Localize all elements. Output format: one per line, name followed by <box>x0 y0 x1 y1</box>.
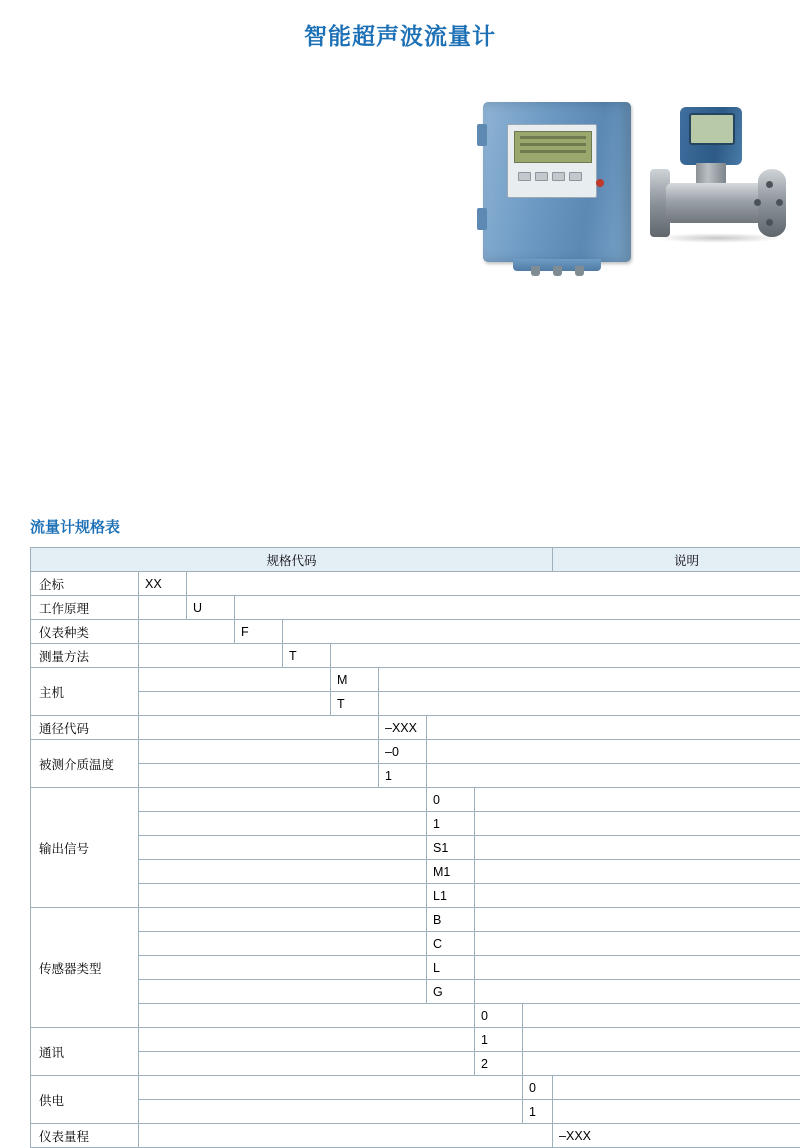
table-row <box>31 836 800 860</box>
spacer-cell <box>139 1052 475 1076</box>
code-cell: 1 <box>379 764 427 788</box>
spacer-cell <box>139 932 427 956</box>
table-row <box>31 812 800 836</box>
code-cell: 0 <box>475 1004 523 1028</box>
row-label-cell: 测量方法 <box>31 644 139 668</box>
table-row <box>31 860 800 884</box>
spacer-cell <box>139 884 427 908</box>
spacer-cell <box>475 884 800 908</box>
sensor-neck <box>696 163 726 185</box>
cable-gland-icon <box>531 266 540 276</box>
code-cell: L1 <box>427 884 475 908</box>
spacer-cell <box>475 860 800 884</box>
sensor-tube <box>666 183 766 223</box>
transmitter-panel <box>507 124 597 198</box>
header-desc-cell: 说明 <box>553 548 800 572</box>
cable-gland-icon <box>575 266 584 276</box>
page-title: 智能超声波流量计 <box>0 0 800 51</box>
row-label-cell: 供电 <box>31 1076 139 1124</box>
spacer-cell <box>523 1028 800 1052</box>
spacer-cell <box>139 788 427 812</box>
table-row <box>31 572 800 596</box>
spacer-cell <box>139 1124 553 1148</box>
transmitter-image <box>475 96 640 271</box>
bolt-icon <box>754 199 761 206</box>
table-row <box>31 884 800 908</box>
spacer-cell <box>379 692 800 716</box>
section-title: 流量计规格表 <box>30 516 800 537</box>
code-cell: T <box>283 644 331 668</box>
spec-table-body <box>31 548 800 1148</box>
spacer-cell <box>475 932 800 956</box>
spacer-cell <box>331 644 800 668</box>
sensor-image <box>648 107 788 267</box>
table-row <box>31 1076 800 1100</box>
code-cell: 2 <box>475 1052 523 1076</box>
code-cell: 1 <box>427 812 475 836</box>
spacer-cell <box>235 596 800 620</box>
row-label-cell: 企标 <box>31 572 139 596</box>
code-cell: G <box>427 980 475 1004</box>
hinge-bottom-icon <box>477 208 487 230</box>
hinge-top-icon <box>477 124 487 146</box>
bolt-icon <box>776 199 783 206</box>
code-cell: 1 <box>475 1028 523 1052</box>
code-cell: 0 <box>427 788 475 812</box>
spacer-cell <box>427 764 800 788</box>
spacer-cell <box>139 692 331 716</box>
code-cell: C <box>427 932 475 956</box>
code-cell: 0 <box>523 1076 553 1100</box>
code-cell: –0 <box>379 740 427 764</box>
table-row <box>31 1004 800 1028</box>
keypad <box>516 169 588 189</box>
spacer-cell <box>139 596 187 620</box>
spacer-cell <box>475 812 800 836</box>
spacer-cell <box>139 836 427 860</box>
table-row <box>31 596 800 620</box>
spacer-cell <box>139 980 427 1004</box>
spec-table <box>30 547 800 1148</box>
spacer-cell <box>187 572 800 596</box>
spec-table-wrap <box>30 547 770 1148</box>
spacer-cell <box>139 812 427 836</box>
code-cell: M <box>331 668 379 692</box>
spacer-cell <box>523 1052 800 1076</box>
row-label-cell: 主机 <box>31 668 139 716</box>
spacer-cell <box>475 956 800 980</box>
row-label-cell: 仪表量程 <box>31 1124 139 1148</box>
table-row <box>31 740 800 764</box>
spacer-cell <box>553 1100 800 1124</box>
spacer-cell <box>427 740 800 764</box>
spacer-cell <box>139 1028 475 1052</box>
table-row <box>31 716 800 740</box>
sensor-display <box>689 113 735 145</box>
code-cell: L <box>427 956 475 980</box>
spacer-cell <box>139 620 235 644</box>
row-label-cell: 工作原理 <box>31 596 139 620</box>
code-cell: –XXX <box>553 1124 800 1148</box>
row-label-cell: 通讯 <box>31 1028 139 1076</box>
spacer-cell <box>139 764 379 788</box>
spacer-cell <box>139 956 427 980</box>
spacer-cell <box>139 716 379 740</box>
header-code-cell: 规格代码 <box>31 548 553 572</box>
bolt-icon <box>766 219 773 226</box>
spacer-cell <box>139 1004 475 1028</box>
table-row <box>31 692 800 716</box>
table-row <box>31 788 800 812</box>
product-images <box>0 51 800 281</box>
table-row <box>31 956 800 980</box>
table-row <box>31 644 800 668</box>
code-cell: 1 <box>523 1100 553 1124</box>
code-cell: M1 <box>427 860 475 884</box>
spacer-cell <box>283 620 800 644</box>
table-header-row <box>31 548 800 572</box>
table-row <box>31 980 800 1004</box>
lcd-display <box>514 131 592 163</box>
spacer-cell <box>139 860 427 884</box>
code-cell: –XXX <box>379 716 427 740</box>
bolt-icon <box>766 181 773 188</box>
spacer-cell <box>475 788 800 812</box>
table-row <box>31 1052 800 1076</box>
spacer-cell <box>139 1100 523 1124</box>
spacer-cell <box>139 668 331 692</box>
spacer-cell <box>139 908 427 932</box>
spacer-cell <box>139 740 379 764</box>
spacer-cell <box>553 1076 800 1100</box>
table-row <box>31 1028 800 1052</box>
code-cell: B <box>427 908 475 932</box>
code-cell: XX <box>139 572 187 596</box>
spacer-cell <box>379 668 800 692</box>
sensor-shadow <box>654 233 782 243</box>
code-cell: S1 <box>427 836 475 860</box>
row-label-cell: 输出信号 <box>31 788 139 908</box>
spacer-cell <box>475 908 800 932</box>
spacer-cell <box>139 1076 523 1100</box>
table-row <box>31 668 800 692</box>
table-row <box>31 908 800 932</box>
spacer-cell <box>427 716 800 740</box>
code-cell: T <box>331 692 379 716</box>
spacer-cell <box>475 836 800 860</box>
table-row <box>31 764 800 788</box>
table-row <box>31 932 800 956</box>
spacer-cell <box>139 644 283 668</box>
table-row <box>31 1100 800 1124</box>
table-row <box>31 1124 800 1148</box>
cable-gland-icon <box>553 266 562 276</box>
code-cell: F <box>235 620 283 644</box>
row-label-cell: 被测介质温度 <box>31 740 139 788</box>
spacer-cell <box>523 1004 800 1028</box>
code-cell: U <box>187 596 235 620</box>
row-label-cell: 通径代码 <box>31 716 139 740</box>
row-label-cell: 仪表种类 <box>31 620 139 644</box>
spacer-cell <box>475 980 800 1004</box>
power-led-icon <box>596 179 604 187</box>
row-label-cell: 传感器类型 <box>31 908 139 1028</box>
table-row <box>31 620 800 644</box>
